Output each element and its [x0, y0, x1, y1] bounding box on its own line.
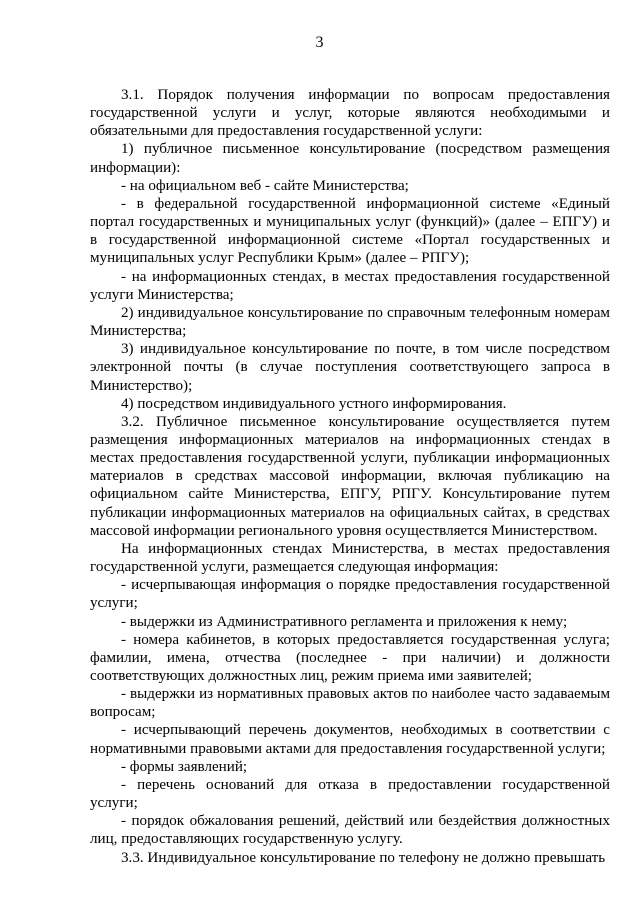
paragraph: - формы заявлений; [121, 758, 248, 775]
page-number: 3 [315, 34, 324, 51]
paragraph: - на официальном веб - сайте Министерства; [121, 177, 409, 194]
paragraph: 3.2. Публичное письменное консультирование осуществляется путем размещения информационных материалов на информационных стендах в местах предоставления государственной услуги, публикации информационных материалов в средствах массовой информации, включая публикацию на официальном сайте Министерства, ЕПГУ, РПГУ. Консультирование путем публикации информационных материалов на официальных сайтах, в средствах массовой информации регионального уровня осуществляется Министерством. [90, 413, 610, 539]
paragraph: - порядок обжалования решений, действий или бездействия должностных лиц, предоставляющих государственную услугу. [90, 813, 610, 848]
paragraph: На информационных стендах Министерства, в местах предоставления государственной услуги, размещается следующая информация: [90, 540, 610, 576]
paragraph: - выдержки из Административного регламента и приложения к нему; [121, 613, 568, 630]
paragraph: - на информационных стендах, в местах предоставления государственной услуги Министерства; [90, 268, 610, 303]
paragraph: - исчерпывающий перечень документов, необходимых в соответствии с нормативными правовыми актами для предоставления государственной услуги; [90, 722, 610, 757]
paragraph: - выдержки из нормативных правовых актов по наиболее часто задаваемым вопросам; [90, 686, 610, 721]
paragraph: - номера кабинетов, в которых предоставляется государственная услуга; фамилии, имена, отчества (последнее - при наличии) и должности соответствующих должностных лиц, режим приема ими заявителей; [90, 631, 610, 684]
paragraph: - исчерпывающая информация о порядке предоставления государственной услуги; [90, 577, 610, 612]
paragraph: - перечень оснований для отказа в предоставлении государственной услуги; [90, 776, 610, 812]
paragraph: 4) посредством индивидуального устного информирования. [121, 395, 507, 412]
paragraph: 3) индивидуальное консультирование по почте, в том числе посредством электронной почты (в случае поступления соответствующего запроса в Министерство); [90, 341, 610, 394]
document-body [90, 86, 610, 867]
paragraph: 3.1. Порядок получения информации по вопросам предоставления государственной услуги и услуг, которые являются необходимыми и обязательными для предоставления государственной услуги: [90, 87, 610, 140]
paragraph: 1) публичное письменное консультирование (посредством размещения информации): [90, 141, 610, 176]
paragraph: - в федеральной государственной информационной системе «Единый портал государственных и муниципальных услуг (функций)» (далее – ЕПГУ) и в государственной информационной системе «Портал государственных и муниципальных услуг Республики Крым» (далее – РПГУ); [90, 195, 610, 267]
paragraph: 3.3. Индивидуальное консультирование по телефону не должно превышать [121, 849, 606, 866]
paragraph: 2) индивидуальное консультирование по справочным телефонным номерам Министерства; [90, 304, 610, 340]
